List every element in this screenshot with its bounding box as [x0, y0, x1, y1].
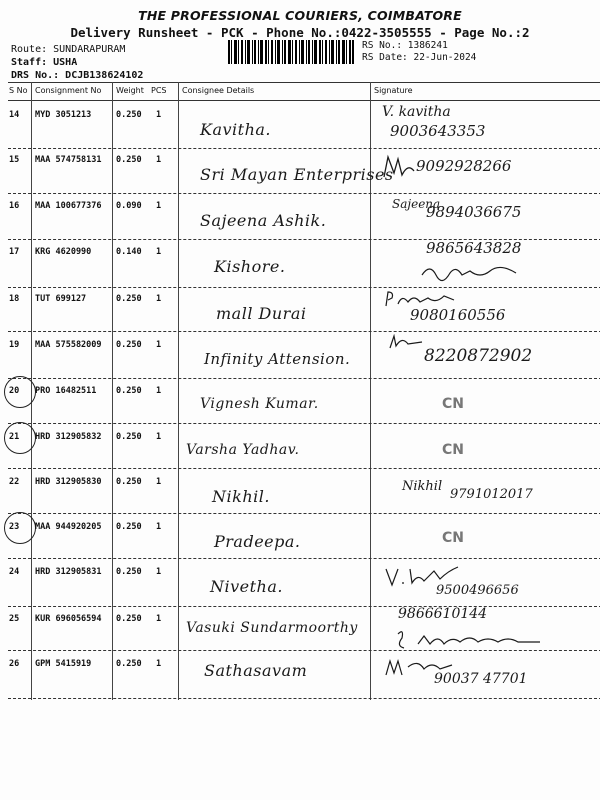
row-pcs: 1 — [156, 522, 162, 532]
col-header-pcs: PCS — [151, 86, 167, 95]
row-pcs: 1 — [156, 567, 162, 577]
row-sno: 25 — [9, 614, 20, 624]
row-consignment: MYD 3051213 — [35, 110, 92, 120]
row-consignment: HRD 312905830 — [35, 477, 102, 487]
signature-scribble — [388, 334, 424, 350]
row-weight: 0.250 — [116, 477, 142, 487]
row-sno: 20 — [9, 386, 20, 396]
col-header-weight: Weight — [116, 86, 144, 95]
row-divider — [8, 606, 600, 607]
row-pcs: 1 — [156, 386, 162, 396]
col-header-signature: Signature — [374, 86, 413, 95]
company-title: THE PROFESSIONAL COURIERS, COIMBATORE — [138, 8, 462, 23]
row-divider — [8, 287, 600, 288]
row-divider — [8, 193, 600, 194]
signature-phone: 9003643353 — [390, 122, 486, 140]
table-row — [0, 106, 600, 152]
consignee-handwritten: Vasuki Sundarmoorthy — [186, 620, 358, 636]
route-label: Route: SUNDARAPURAM — [11, 44, 126, 55]
consignee-handwritten: Varsha Yadhav. — [186, 442, 300, 458]
row-pcs: 1 — [156, 155, 162, 165]
row-sno: 21 — [9, 432, 20, 442]
row-sno: 17 — [9, 247, 20, 257]
row-weight: 0.250 — [116, 294, 142, 304]
row-consignment: MAA 100677376 — [35, 201, 102, 211]
runsheet-subtitle: Delivery Runsheet - PCK - Phone No.:0422-3505555 - Page No.:2 — [70, 25, 530, 40]
row-sno: 19 — [9, 340, 20, 350]
header-bottom-rule — [8, 100, 600, 101]
row-pcs: 1 — [156, 432, 162, 442]
row-pcs: 1 — [156, 659, 162, 669]
consignee-handwritten: Kavitha. — [200, 120, 272, 139]
row-weight: 0.250 — [116, 567, 142, 577]
col-header-consignment: Consignment No — [35, 86, 102, 95]
consignee-handwritten: Sathasavam — [204, 661, 308, 680]
row-divider — [8, 558, 600, 559]
row-divider — [8, 378, 600, 379]
row-sno: 18 — [9, 294, 20, 304]
consignee-handwritten: Nivetha. — [210, 577, 283, 596]
signature-handwritten: Nikhil — [402, 479, 443, 494]
row-pcs: 1 — [156, 340, 162, 350]
consignee-handwritten: Pradeepa. — [214, 532, 301, 551]
row-consignment: HRD 312905832 — [35, 432, 102, 442]
row-pcs: 1 — [156, 201, 162, 211]
cn-mark: CN — [442, 442, 464, 458]
signature-phone: 9080160556 — [410, 306, 506, 324]
consignee-handwritten: mall Durai — [216, 304, 307, 323]
consignee-handwritten: Nikhil. — [212, 487, 270, 506]
row-consignment: HRD 312905831 — [35, 567, 102, 577]
signature-scribble — [420, 261, 520, 283]
row-weight: 0.250 — [116, 155, 142, 165]
cn-mark: CN — [442, 530, 464, 546]
rs-date: RS Date: 22-Jun-2024 — [362, 52, 477, 63]
table-row — [0, 151, 600, 197]
row-consignment: PRO 16482511 — [35, 386, 97, 396]
row-sno: 15 — [9, 155, 20, 165]
signature-scribble — [394, 628, 544, 652]
row-sno: 14 — [9, 110, 20, 120]
table-row — [0, 290, 600, 336]
row-pcs: 1 — [156, 477, 162, 487]
table-row — [0, 197, 600, 243]
row-consignment: MAA 575582009 — [35, 340, 102, 350]
rs-number: RS No.: 1386241 — [362, 40, 448, 51]
table-top-rule — [8, 82, 600, 83]
consignee-handwritten: Sajeena Ashik. — [200, 211, 327, 230]
table-row — [0, 239, 600, 289]
row-weight: 0.250 — [116, 522, 142, 532]
signature-phone: 9092928266 — [416, 157, 512, 175]
signature-phone: 9500496656 — [436, 583, 519, 598]
row-weight: 0.250 — [116, 432, 142, 442]
row-pcs: 1 — [156, 294, 162, 304]
col-header-sno: S No — [9, 86, 28, 95]
row-divider — [8, 513, 600, 514]
consignee-handwritten: Sri Mayan Enterprises — [200, 165, 394, 184]
row-weight: 0.250 — [116, 340, 142, 350]
row-consignment: MAA 574758131 — [35, 155, 102, 165]
row-divider — [8, 423, 600, 424]
row-weight: 0.250 — [116, 386, 142, 396]
row-weight: 0.140 — [116, 247, 142, 257]
row-divider — [8, 148, 600, 149]
signature-handwritten: 9865643828 — [426, 239, 522, 257]
signature-handwritten: Sajeena — [392, 197, 441, 211]
row-sno: 16 — [9, 201, 20, 211]
row-divider — [8, 650, 600, 651]
signature-phone: 8220872902 — [424, 346, 533, 366]
signature-phone: 90037 47701 — [434, 671, 528, 687]
row-pcs: 1 — [156, 110, 162, 120]
row-divider — [8, 331, 600, 332]
table-row — [0, 655, 600, 701]
signature-scribble — [382, 153, 416, 181]
barcode — [228, 40, 354, 64]
row-divider — [8, 698, 600, 699]
consignee-handwritten: Vignesh Kumar. — [200, 396, 319, 412]
row-consignment: TUT 699127 — [35, 294, 87, 304]
col-header-consignee: Consignee Details — [182, 86, 255, 95]
consignee-handwritten: Kishore. — [214, 257, 286, 276]
row-sno: 22 — [9, 477, 20, 487]
row-weight: 0.250 — [116, 614, 142, 624]
row-sno: 23 — [9, 522, 20, 532]
table-row — [0, 382, 600, 428]
drs-number: DRS No.: DCJB138624102 — [11, 70, 144, 81]
table-row — [0, 336, 600, 382]
staff-label: Staff: USHA — [11, 57, 78, 68]
table-row — [0, 563, 600, 609]
row-sno: 26 — [9, 659, 20, 669]
row-weight: 0.090 — [116, 201, 142, 211]
row-consignment: KUR 696056594 — [35, 614, 102, 624]
row-sno: 24 — [9, 567, 20, 577]
signature-phone: 9866610144 — [398, 606, 488, 622]
row-weight: 0.250 — [116, 110, 142, 120]
row-consignment: GPM 5415919 — [35, 659, 92, 669]
consignee-handwritten: Infinity Attension. — [204, 350, 351, 368]
row-pcs: 1 — [156, 247, 162, 257]
signature-phone: 9894036675 — [426, 203, 522, 221]
row-consignment: KRG 4620990 — [35, 247, 92, 257]
row-pcs: 1 — [156, 614, 162, 624]
signature-handwritten: V. kavitha — [382, 104, 451, 120]
row-divider — [8, 468, 600, 469]
row-consignment: MAA 944920205 — [35, 522, 102, 532]
cn-mark: CN — [442, 396, 464, 412]
row-weight: 0.250 — [116, 659, 142, 669]
signature-phone: 9791012017 — [450, 487, 533, 502]
